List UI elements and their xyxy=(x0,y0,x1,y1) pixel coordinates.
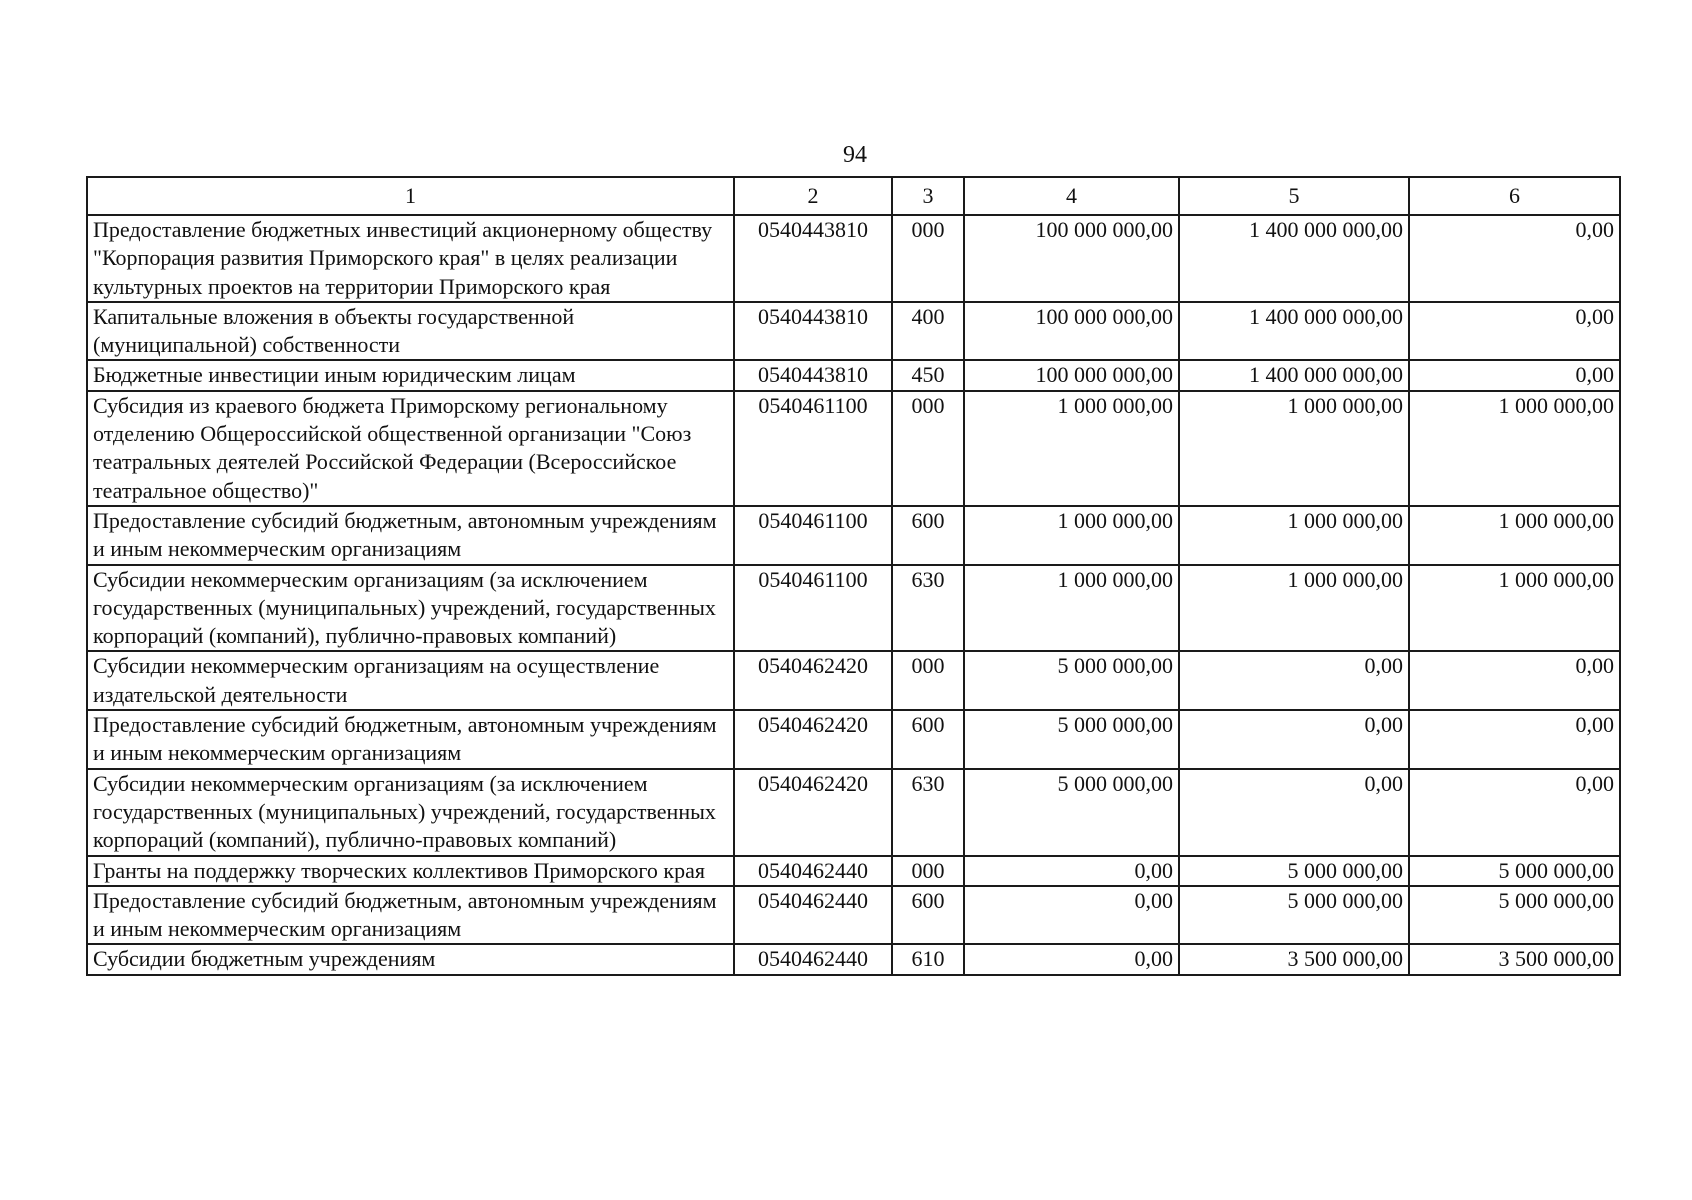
column-header-2: 2 xyxy=(734,177,892,215)
row-code: 0540462440 xyxy=(734,886,892,945)
row-value-4: 1 000 000,00 xyxy=(964,565,1179,652)
table-row xyxy=(87,215,1620,302)
row-value-5: 1 400 000 000,00 xyxy=(1179,360,1409,390)
row-type: 000 xyxy=(892,391,964,506)
row-value-4: 5 000 000,00 xyxy=(964,710,1179,769)
row-code: 0540443810 xyxy=(734,302,892,361)
column-header-4: 4 xyxy=(964,177,1179,215)
row-type: 610 xyxy=(892,944,964,974)
table-row xyxy=(87,886,1620,945)
row-name: Субсидии некоммерческим организациям (за исключением государственных (муниципальных) учреждений, государственных корпораций (компаний), публично-правовых компаний) xyxy=(87,769,734,856)
row-value-5: 1 400 000 000,00 xyxy=(1179,302,1409,361)
row-value-4: 100 000 000,00 xyxy=(964,360,1179,390)
row-name: Субсидии бюджетным учреждениям xyxy=(87,944,734,974)
row-name: Предоставление субсидий бюджетным, автономным учреждениям и иным некоммерческим организациям xyxy=(87,886,734,945)
row-value-6: 0,00 xyxy=(1409,215,1620,302)
row-value-5: 0,00 xyxy=(1179,769,1409,856)
row-name: Гранты на поддержку творческих коллективов Приморского края xyxy=(87,856,734,886)
row-value-6: 0,00 xyxy=(1409,651,1620,710)
table-row xyxy=(87,710,1620,769)
column-header-3: 3 xyxy=(892,177,964,215)
row-name: Капитальные вложения в объекты государственной (муниципальной) собственности xyxy=(87,302,734,361)
row-code: 0540443810 xyxy=(734,215,892,302)
row-name: Субсидии некоммерческим организациям (за исключением государственных (муниципальных) учреждений, государственных корпораций (компаний), публично-правовых компаний) xyxy=(87,565,734,652)
row-value-5: 5 000 000,00 xyxy=(1179,856,1409,886)
column-header-1: 1 xyxy=(87,177,734,215)
table-row xyxy=(87,360,1620,390)
row-name: Предоставление субсидий бюджетным, автономным учреждениям и иным некоммерческим организациям xyxy=(87,506,734,565)
table-row xyxy=(87,506,1620,565)
row-value-4: 1 000 000,00 xyxy=(964,391,1179,506)
table-row xyxy=(87,565,1620,652)
row-code: 0540462420 xyxy=(734,769,892,856)
row-type: 400 xyxy=(892,302,964,361)
row-type: 450 xyxy=(892,360,964,390)
row-value-6: 0,00 xyxy=(1409,769,1620,856)
page-number: 94 xyxy=(843,142,867,168)
table-row xyxy=(87,391,1620,506)
row-value-6: 0,00 xyxy=(1409,360,1620,390)
row-type: 630 xyxy=(892,769,964,856)
row-type: 600 xyxy=(892,506,964,565)
row-name: Предоставление бюджетных инвестиций акционерному обществу "Корпорация развития Приморского края" в целях реализации культурных проектов на территории Приморского края xyxy=(87,215,734,302)
table-row xyxy=(87,856,1620,886)
row-value-5: 0,00 xyxy=(1179,710,1409,769)
row-value-4: 5 000 000,00 xyxy=(964,651,1179,710)
row-name: Предоставление субсидий бюджетным, автономным учреждениям и иным некоммерческим организациям xyxy=(87,710,734,769)
row-value-6: 3 500 000,00 xyxy=(1409,944,1620,974)
header-row xyxy=(87,177,1620,215)
row-type: 600 xyxy=(892,886,964,945)
column-header-5: 5 xyxy=(1179,177,1409,215)
row-code: 0540462420 xyxy=(734,651,892,710)
row-value-5: 3 500 000,00 xyxy=(1179,944,1409,974)
row-code: 0540461100 xyxy=(734,565,892,652)
row-value-6: 1 000 000,00 xyxy=(1409,565,1620,652)
row-value-6: 0,00 xyxy=(1409,710,1620,769)
row-type: 600 xyxy=(892,710,964,769)
row-value-6: 5 000 000,00 xyxy=(1409,886,1620,945)
row-code: 0540462440 xyxy=(734,856,892,886)
row-value-4: 1 000 000,00 xyxy=(964,506,1179,565)
row-value-5: 1 000 000,00 xyxy=(1179,506,1409,565)
row-code: 0540461100 xyxy=(734,391,892,506)
row-code: 0540461100 xyxy=(734,506,892,565)
row-value-5: 5 000 000,00 xyxy=(1179,886,1409,945)
row-value-5: 0,00 xyxy=(1179,651,1409,710)
row-value-6: 0,00 xyxy=(1409,302,1620,361)
row-value-6: 5 000 000,00 xyxy=(1409,856,1620,886)
row-name: Субсидии некоммерческим организациям на осуществление издательской деятельности xyxy=(87,651,734,710)
row-value-4: 100 000 000,00 xyxy=(964,215,1179,302)
row-value-5: 1 000 000,00 xyxy=(1179,565,1409,652)
table-row xyxy=(87,302,1620,361)
row-value-5: 1 400 000 000,00 xyxy=(1179,215,1409,302)
table-row xyxy=(87,944,1620,974)
budget-table xyxy=(86,176,1621,976)
row-name: Бюджетные инвестиции иным юридическим лицам xyxy=(87,360,734,390)
row-value-4: 0,00 xyxy=(964,856,1179,886)
row-value-4: 100 000 000,00 xyxy=(964,302,1179,361)
row-code: 0540462440 xyxy=(734,944,892,974)
table-row xyxy=(87,651,1620,710)
row-name: Субсидия из краевого бюджета Приморскому региональному отделению Общероссийской общественной организации "Союз театральных деятелей Российской Федерации (Всероссийское театральное общество)" xyxy=(87,391,734,506)
row-value-4: 0,00 xyxy=(964,886,1179,945)
row-value-4: 0,00 xyxy=(964,944,1179,974)
row-type: 000 xyxy=(892,215,964,302)
row-value-5: 1 000 000,00 xyxy=(1179,391,1409,506)
row-value-6: 1 000 000,00 xyxy=(1409,391,1620,506)
row-type: 630 xyxy=(892,565,964,652)
row-code: 0540462420 xyxy=(734,710,892,769)
row-value-6: 1 000 000,00 xyxy=(1409,506,1620,565)
column-header-6: 6 xyxy=(1409,177,1620,215)
row-type: 000 xyxy=(892,651,964,710)
table-row xyxy=(87,769,1620,856)
row-code: 0540443810 xyxy=(734,360,892,390)
row-value-4: 5 000 000,00 xyxy=(964,769,1179,856)
row-type: 000 xyxy=(892,856,964,886)
